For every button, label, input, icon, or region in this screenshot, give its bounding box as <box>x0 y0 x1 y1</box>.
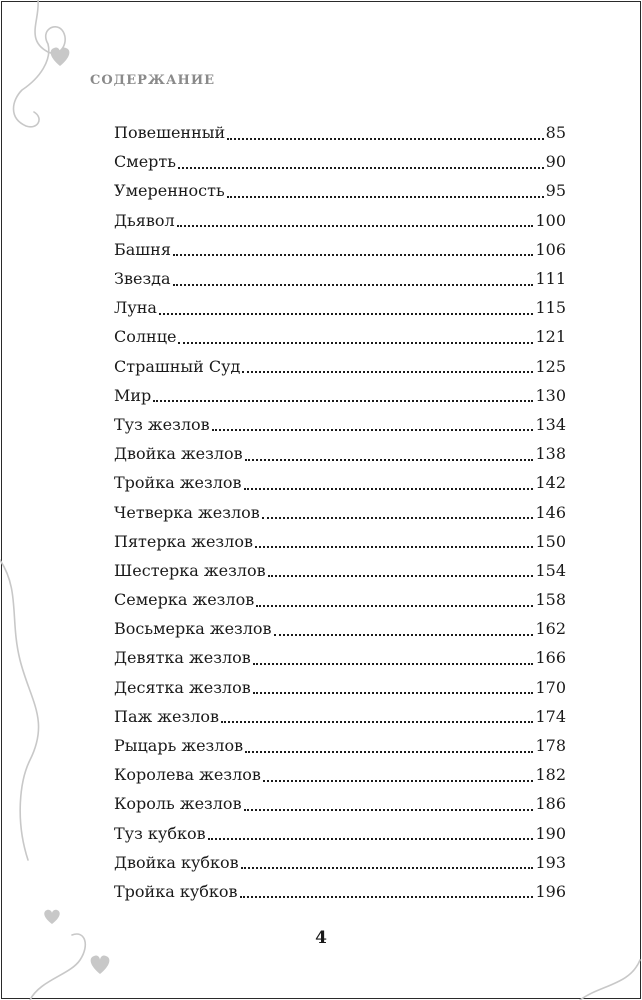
toc-entry <box>114 673 566 702</box>
toc-entry-title: Тройка кубков <box>114 881 238 901</box>
toc-entry <box>114 352 566 381</box>
toc-entry-page: 166 <box>535 648 566 668</box>
toc-entry-title: Король жезлов <box>114 794 242 814</box>
toc-entry-page: 150 <box>535 531 566 551</box>
toc-entry-page: 154 <box>535 560 566 580</box>
toc-leader-dots <box>159 313 533 315</box>
toc-leader-dots <box>242 371 533 373</box>
heart-icon <box>44 910 59 924</box>
page-number: 4 <box>315 928 327 948</box>
toc-leader-dots <box>240 896 534 898</box>
toc-entry <box>114 556 566 585</box>
toc-entry-page: 130 <box>535 385 566 405</box>
toc-leader-dots <box>221 721 533 723</box>
toc-entry-title: Страшный Суд <box>114 356 241 376</box>
toc-leader-dots <box>208 838 534 840</box>
toc-entry-page: 158 <box>535 590 566 610</box>
toc-entry-title: Башня <box>114 239 171 259</box>
toc-entry-page: 115 <box>535 298 566 318</box>
toc-entry-title: Повешенный <box>114 123 226 143</box>
toc-leader-dots <box>244 809 534 811</box>
toc-entry <box>114 819 566 848</box>
toc-leader-dots <box>268 575 534 577</box>
toc-entry-page: 106 <box>535 239 566 259</box>
toc-entry-title: Королева жезлов <box>114 765 261 785</box>
toc-entry-title: Смерть <box>114 152 176 172</box>
toc-entry <box>114 264 566 293</box>
toc-leader-dots <box>173 284 534 286</box>
toc-entry-page: 142 <box>535 473 566 493</box>
toc-entry-page: 125 <box>535 356 566 376</box>
table-of-contents <box>114 118 566 906</box>
toc-entry <box>114 643 566 672</box>
toc-entry-page: 95 <box>545 181 566 201</box>
toc-entry-title: Луна <box>114 298 157 318</box>
toc-entry-title: Дьявол <box>114 210 175 230</box>
toc-entry-title: Двойка кубков <box>114 852 239 872</box>
toc-entry <box>114 614 566 643</box>
toc-leader-dots <box>178 167 544 169</box>
toc-entry <box>114 410 566 439</box>
toc-entry-page: 111 <box>535 269 566 289</box>
toc-entry-title: Семерка жезлов <box>114 590 255 610</box>
toc-entry <box>114 439 566 468</box>
toc-entry-title: Умеренность <box>114 181 225 201</box>
toc-leader-dots <box>262 517 534 519</box>
toc-entry-title: Туз жезлов <box>114 414 210 434</box>
toc-entry <box>114 468 566 497</box>
toc-entry-title: Звезда <box>114 269 171 289</box>
toc-entry <box>114 760 566 789</box>
toc-entry-page: 170 <box>535 677 566 697</box>
toc-entry <box>114 848 566 877</box>
toc-leader-dots <box>256 605 533 607</box>
toc-entry <box>114 118 566 147</box>
toc-leader-dots <box>177 225 534 227</box>
toc-entry <box>114 206 566 235</box>
toc-entry-page: 134 <box>535 414 566 434</box>
toc-entry <box>114 877 566 906</box>
toc-entry <box>114 176 566 205</box>
left-vine <box>0 560 39 860</box>
toc-entry-page: 196 <box>535 881 566 901</box>
toc-entry-title: Девятка жезлов <box>114 648 251 668</box>
toc-entry-title: Тройка жезлов <box>114 473 242 493</box>
toc-leader-dots <box>153 400 533 402</box>
toc-entry-title: Четверка жезлов <box>114 502 260 522</box>
toc-entry-title: Шестерка жезлов <box>114 560 266 580</box>
toc-entry-title: Солнце <box>114 327 177 347</box>
toc-entry-title: Десятка жезлов <box>114 677 251 697</box>
toc-entry <box>114 322 566 351</box>
toc-entry-page: 162 <box>535 619 566 639</box>
toc-entry <box>114 381 566 410</box>
toc-leader-dots <box>274 634 534 636</box>
section-heading: СОДЕРЖАНИЕ <box>90 73 216 88</box>
toc-leader-dots <box>253 663 534 665</box>
toc-entry-title: Восьмерка жезлов <box>114 619 272 639</box>
toc-leader-dots <box>253 692 534 694</box>
toc-entry <box>114 731 566 760</box>
bottom-right-swirl <box>580 960 640 1000</box>
toc-entry <box>114 527 566 556</box>
toc-entry-title: Мир <box>114 385 152 405</box>
toc-leader-dots <box>241 867 534 869</box>
toc-entry <box>114 497 566 526</box>
toc-leader-dots <box>178 342 533 344</box>
toc-leader-dots <box>244 488 534 490</box>
toc-entry-page: 90 <box>545 152 566 172</box>
toc-entry <box>114 293 566 322</box>
toc-entry-page: 100 <box>535 210 566 230</box>
toc-entry <box>114 147 566 176</box>
toc-entry-page: 138 <box>535 444 566 464</box>
toc-entry-page: 85 <box>545 123 566 143</box>
toc-leader-dots <box>263 780 534 782</box>
toc-entry-page: 193 <box>535 852 566 872</box>
toc-entry-page: 121 <box>535 327 566 347</box>
toc-leader-dots <box>227 196 544 198</box>
toc-leader-dots <box>173 254 534 256</box>
heart-icon <box>91 955 110 974</box>
toc-entry-title: Пятерка жезлов <box>114 531 253 551</box>
toc-entry-page: 182 <box>535 765 566 785</box>
toc-leader-dots <box>212 429 534 431</box>
toc-leader-dots <box>255 546 534 548</box>
toc-entry <box>114 235 566 264</box>
toc-entry <box>114 585 566 614</box>
toc-entry <box>114 789 566 818</box>
toc-entry-page: 146 <box>535 502 566 522</box>
toc-leader-dots <box>245 751 533 753</box>
toc-entry-page: 186 <box>535 794 566 814</box>
toc-leader-dots <box>245 459 534 461</box>
toc-entry-page: 190 <box>535 823 566 843</box>
toc-entry-page: 174 <box>535 706 566 726</box>
toc-entry-title: Рыцарь жезлов <box>114 736 244 756</box>
toc-entry-title: Двойка жезлов <box>114 444 243 464</box>
toc-leader-dots <box>227 138 544 140</box>
toc-entry <box>114 702 566 731</box>
toc-entry-title: Туз кубков <box>114 823 206 843</box>
toc-entry-title: Паж жезлов <box>114 706 220 726</box>
toc-entry-page: 178 <box>535 736 566 756</box>
